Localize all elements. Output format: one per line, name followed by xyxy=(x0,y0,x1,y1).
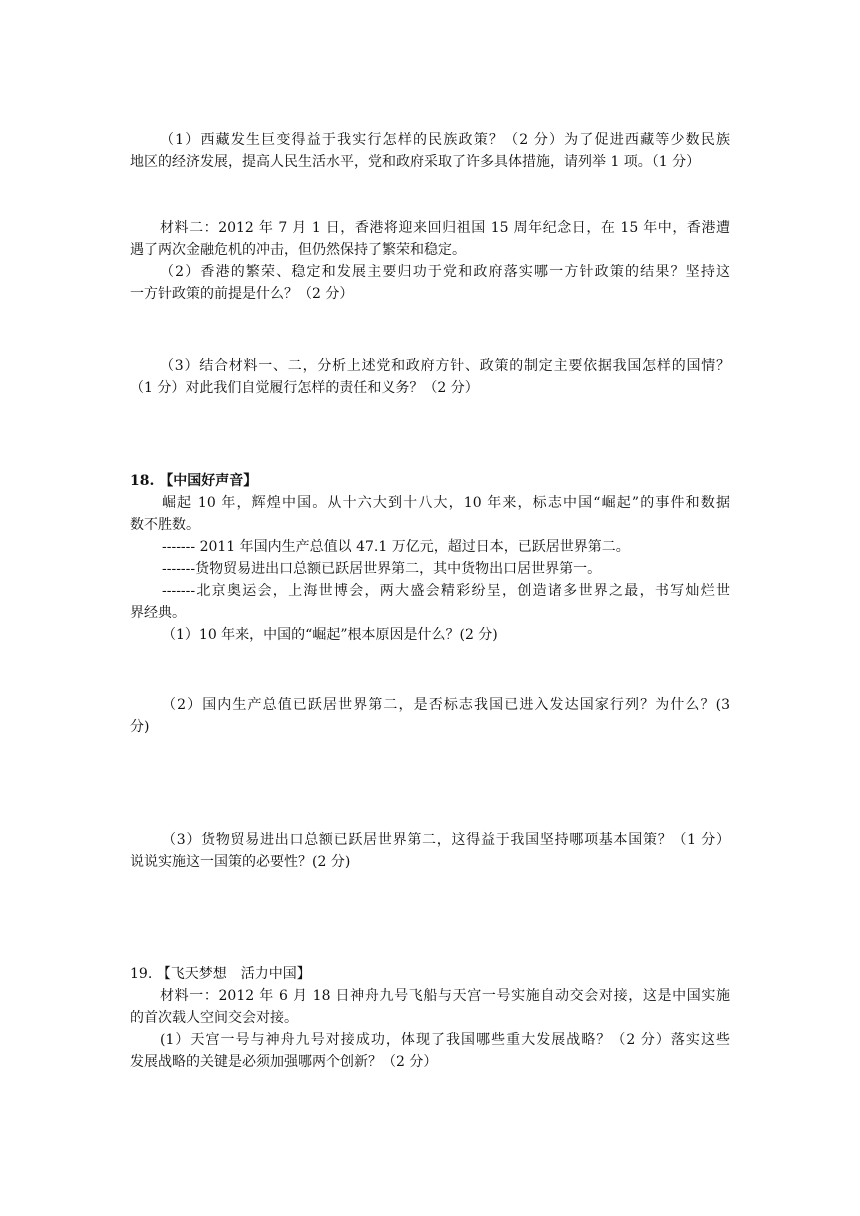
text-line: (1）天宫一号与神舟九号对接成功，体现了我国哪些重大发展战略？（2 分）落实这些 xyxy=(160,1032,730,1048)
text-line: （3）货物贸易进出口总额已跃居世界第二，这得益于我国坚持哪项基本国策？（1 分） xyxy=(162,832,730,848)
text-line: -------货物贸易进出口总额已跃居世界第二，其中货物出口居世界第一。 xyxy=(162,561,602,577)
text-line: ------- 2011 年国内生产总值以 47.1 万亿元，超过日本，已跃居世界第二。 xyxy=(162,539,630,555)
text-line: （3）结合材料一、二，分析上述党和政府方针、政策的制定主要依据我国怎样的国情？ xyxy=(160,358,730,374)
text-line: 遇了两次金融危机的冲击，但仍然保持了繁荣和稳定。 xyxy=(130,242,466,258)
text-line: 一方针政策的前提是什么？（2 分） xyxy=(130,286,354,302)
q19-heading: 19. 【飞天梦想 活力中国】 xyxy=(130,966,311,982)
text-line: 说说实施这一国策的必要性？(2 分) xyxy=(130,854,351,870)
q17-part3-question xyxy=(130,355,730,399)
text-line: 材料二：2012 年 7 月 1 日，香港将迎来回归祖国 15 周年纪念日，在 15 年中，香港遭 xyxy=(160,220,730,236)
text-line: -------北京奥运会，上海世博会，两大盛会精彩纷呈，创造诸多世界之最，书写灿烂世 xyxy=(162,583,730,599)
text-line: 地区的经济发展，提高人民生活水平，党和政府采取了许多具体措施，请列举 1 项。（1 分） xyxy=(130,154,701,170)
text-line: 发展战略的关键是必须加强哪两个创新？（2 分） xyxy=(130,1054,438,1070)
q17-material-two xyxy=(130,217,730,261)
q17-part1-question xyxy=(130,129,730,173)
q18-heading: 18. 【中国好声音】 xyxy=(130,473,258,489)
text-line: 崛起 10 年，辉煌中国。从十六大到十八大，10 年来，标志中国“崛起”的事件和数据 xyxy=(162,495,730,511)
q18-part3-question xyxy=(130,829,730,873)
q17-part2-question xyxy=(130,261,730,305)
text-line: 数不胜数。 xyxy=(130,517,200,533)
text-line: 的首次载人空间交会对接。 xyxy=(130,1010,298,1026)
text-line: （2）香港的繁荣、稳定和发展主要归功于党和政府落实哪一方针政策的结果？坚持这 xyxy=(160,264,730,280)
text-line: （1）西藏发生巨变得益于我实行怎样的民族政策？（2 分）为了促进西藏等少数民族 xyxy=(160,132,730,148)
text-line: （1 分）对此我们自觉履行怎样的责任和义务？（2 分） xyxy=(130,380,479,396)
q18-part1-question: （1）10 年来，中国的“崛起”根本原因是什么？(2 分) xyxy=(162,627,498,643)
q19-section xyxy=(130,963,730,1073)
q18-section xyxy=(130,470,730,646)
text-line: （2）国内生产总值已跃居世界第二，是否标志我国已进入发达国家行列？为什么？(3 xyxy=(162,697,730,713)
q18-part2-question xyxy=(130,694,730,738)
text-line: 分) xyxy=(130,719,150,735)
text-line: 材料一：2012 年 6 月 18 日神舟九号飞船与天宫一号实施自动交会对接，这是中国实施 xyxy=(160,988,730,1004)
text-line: 界经典。 xyxy=(130,605,186,621)
